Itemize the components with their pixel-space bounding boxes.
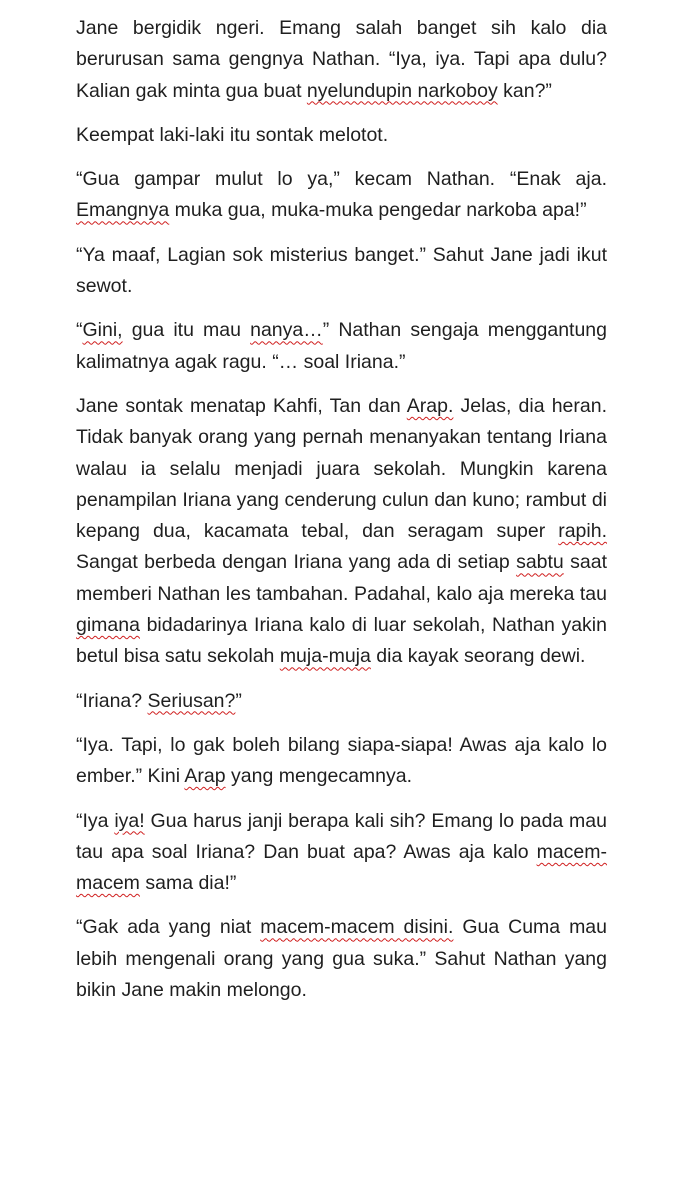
text-run: Sangat berbeda dengan Iriana yang ada di setiap [76, 551, 517, 574]
text-run: sama dia!” [139, 872, 237, 895]
misspelled-text[interactable]: sabtu [516, 551, 564, 574]
text-run: ” [235, 689, 242, 712]
paragraph [76, 164, 607, 227]
text-run: “Iya. Tapi, lo gak boleh bilang siapa-siapa! Awas aja kalo lo ember.” Kini [76, 733, 607, 788]
misspelled-text[interactable]: muja-muja [279, 645, 371, 668]
text-run: “ [76, 319, 83, 342]
misspelled-text[interactable]: rapih. [558, 520, 607, 543]
text-run: bidadarinya Iriana kalo di luar sekolah, Nathan yakin betul bisa satu sekolah [76, 614, 607, 668]
text-run: “Ya maaf, Lagian sok misterius banget.” Sahut Jane jadi ikut sewot. [76, 243, 607, 298]
misspelled-text[interactable]: Seriusan? [147, 689, 236, 712]
text-run: gua itu mau [122, 319, 251, 342]
text-run: ” Nathan sengaja menggantung kalimatnya agak ragu. “… soal Iriana.” [76, 319, 607, 373]
text-run: muka gua, muka-muka pengedar narkoba apa!” [169, 199, 587, 222]
text-run: dia kayak seorang dewi. [370, 645, 586, 668]
misspelled-text[interactable]: Gini, [82, 319, 123, 342]
paragraph [76, 806, 607, 900]
misspelled-text[interactable]: macem-macem disini. [260, 916, 454, 939]
text-run: Gua Cuma mau lebih mengenali orang yang gua suka.” Sahut Nathan yang bikin Jane makin melongo. [76, 916, 607, 1002]
text-run: Keempat laki-laki itu sontak melotot. [76, 123, 389, 146]
misspelled-text[interactable]: macem-macem [76, 840, 607, 895]
paragraph [76, 315, 607, 378]
misspelled-text[interactable]: nanya… [250, 319, 323, 342]
text-run: Gua harus janji berapa kali sih? Emang lo pada mau tau apa soal Iriana? Dan buat apa? Awas aja kalo [76, 809, 607, 863]
text-run: kan?” [497, 79, 552, 102]
text-run: Jane bergidik ngeri. Emang salah banget sih kalo dia berurusan sama gengnya Nathan. “Iya, iya. Tapi apa dulu? Kalian gak minta gua buat [76, 17, 607, 102]
misspelled-text[interactable]: gimana [76, 614, 140, 637]
paragraph [76, 13, 607, 107]
paragraph [76, 730, 607, 793]
text-run: “Iriana? [76, 689, 148, 712]
text-run: “Gua gampar mulut lo ya,” kecam Nathan. “Enak aja. [76, 168, 607, 191]
misspelled-text[interactable]: Arap [184, 765, 226, 788]
paragraph [76, 240, 607, 303]
misspelled-text[interactable]: nyelundupin narkoboy [306, 79, 498, 102]
text-run: “Iya [76, 809, 115, 832]
paragraph [76, 120, 607, 151]
misspelled-text[interactable]: iya! [114, 809, 145, 832]
text-run: yang mengecamnya. [225, 765, 413, 788]
text-run: Jane sontak menatap Kahfi, Tan dan [76, 394, 407, 417]
text-run: Jelas, dia heran. Tidak banyak orang yang pernah menanyakan tentang Iriana walau ia selalu menjadi juara sekolah. Mungkin karena penampilan Iriana yang cenderung culun dan kuno; rambut di kepang dua, kacamata tebal, dan seragam super [76, 394, 607, 543]
paragraph [76, 912, 607, 1006]
misspelled-text[interactable]: Emangnya [76, 199, 170, 222]
text-run: “Gak ada yang niat [76, 916, 261, 939]
misspelled-text[interactable]: Arap. [406, 394, 454, 417]
paragraph [76, 391, 607, 673]
paragraph [76, 686, 607, 717]
text-run: saat memberi Nathan les tambahan. Padahal, kalo aja mereka tau [76, 551, 607, 605]
